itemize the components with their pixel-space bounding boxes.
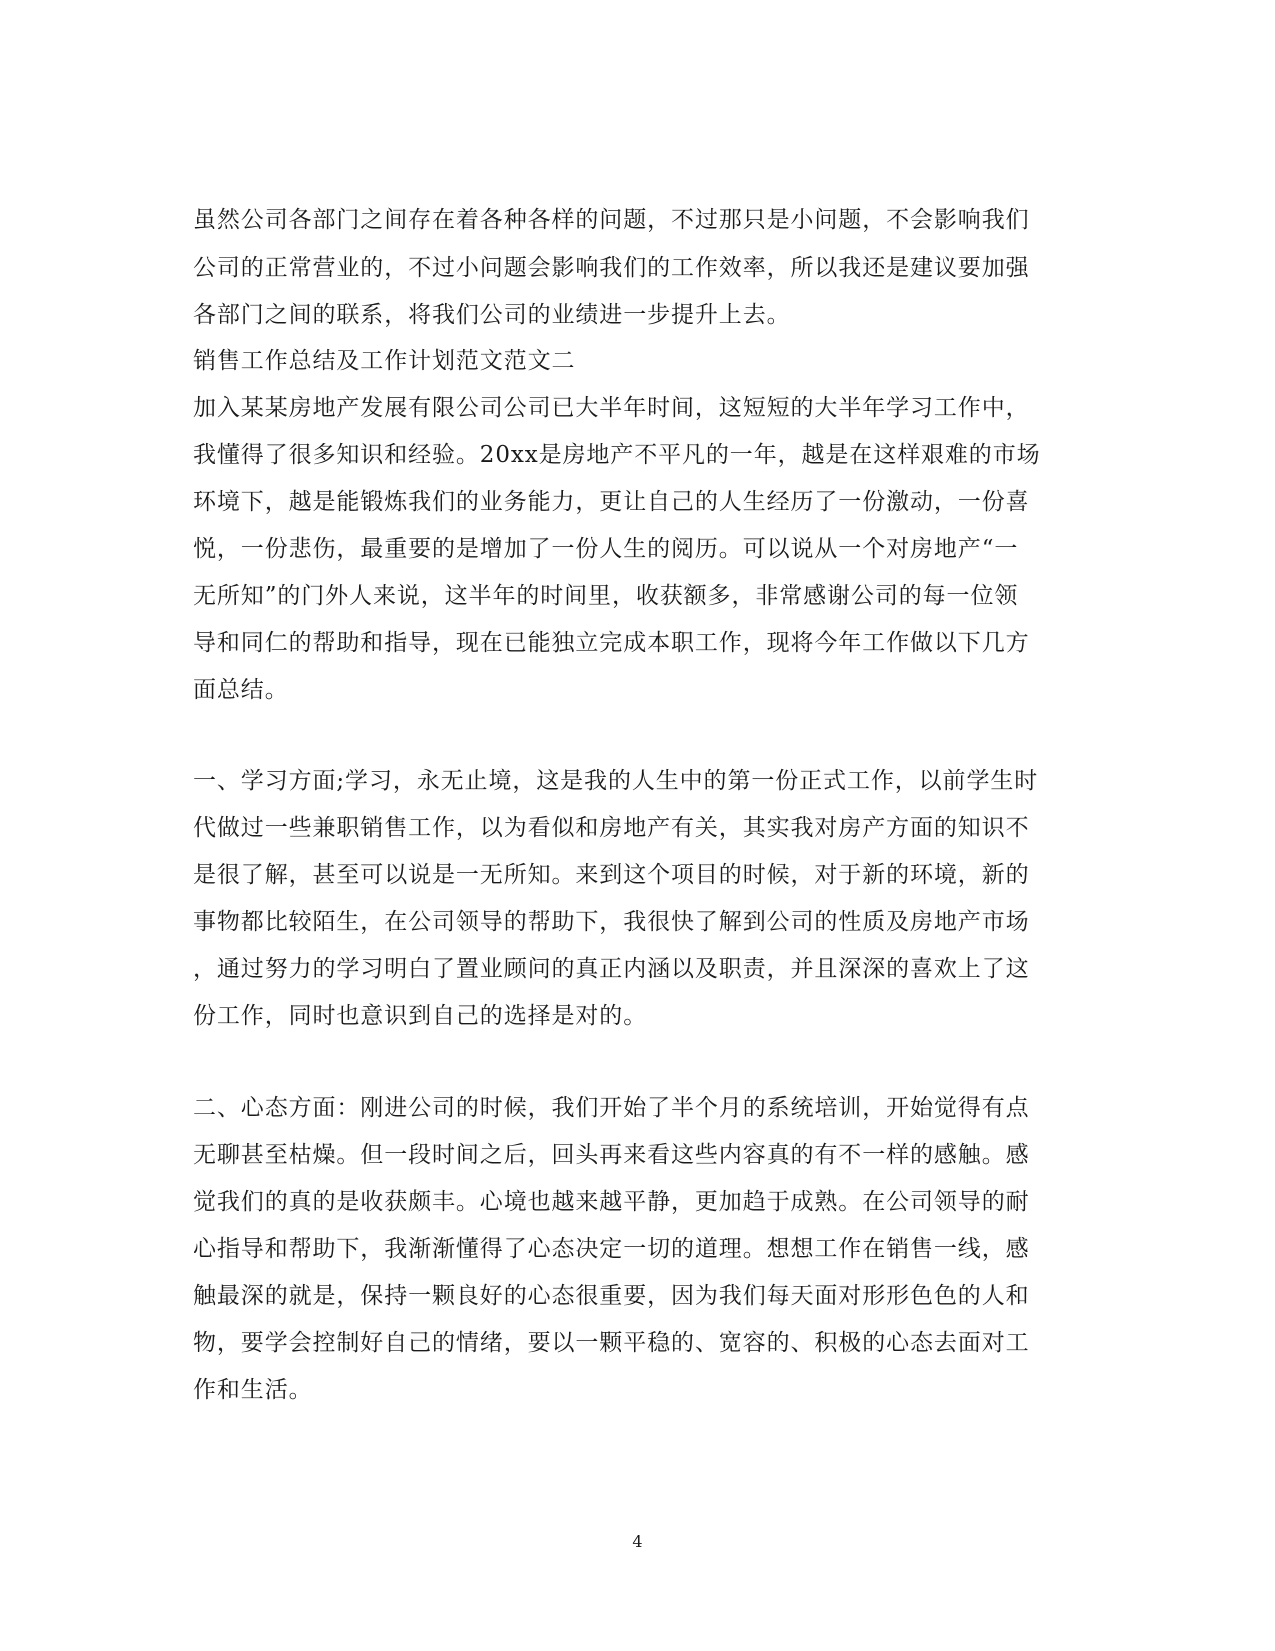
text-line: 加入某某房地产发展有限公司公司已大半年时间，这短短的大半年学习工作中， [193,395,1030,421]
text-line: 代做过一些兼职销售工作，以为看似和房地产有关，其实我对房产方面的知识不 [193,815,1030,841]
text-line: 悦，一份悲伤，最重要的是增加了一份人生的阅历。可以说从一个对房地产“一 [193,536,1019,562]
text-line: 环境下，越是能锻炼我们的业务能力，更让自己的人生经历了一份激动，一份喜 [193,489,1030,515]
text-line: 一、学习方面;学习，永无止境，这是我的人生中的第一份正式工作，以前学生时 [193,768,1039,794]
text-line: 各部门之间的联系，将我们公司的业绩进一步提升上去。 [193,302,791,328]
text-line: ，通过努力的学习明白了置业顾问的真正内涵以及职责，并且深深的喜欢上了这 [193,956,1030,982]
text-line: 物，要学会控制好自己的情绪，要以一颗平稳的、宽容的、积极的心态去面对工 [193,1330,1030,1356]
text-line: 份工作，同时也意识到自己的选择是对的。 [193,1003,648,1029]
text-line: 作和生活。 [193,1377,313,1403]
text-line: 心指导和帮助下，我渐渐懂得了心态决定一切的道理。想想工作在销售一线，感 [193,1236,1030,1262]
text-line: 二、心态方面：刚进公司的时候，我们开始了半个月的系统培训，开始觉得有点 [193,1095,1030,1121]
text-line: 导和同仁的帮助和指导，现在已能独立完成本职工作，现将今年工作做以下几方 [193,630,1030,656]
text-line: 触最深的就是，保持一颗良好的心态很重要，因为我们每天面对形形色色的人和 [193,1283,1030,1309]
section-heading: 销售工作总结及工作计划范文范文二 [193,348,576,374]
text-line: 面总结。 [193,677,289,703]
text-line: 无聊甚至枯燥。但一段时间之后，回头再来看这些内容真的有不一样的感触。感 [193,1142,1030,1168]
text-line: 事物都比较陌生，在公司领导的帮助下，我很快了解到公司的性质及房地产市场 [193,909,1030,935]
text-line: 我懂得了很多知识和经验。20xx是房地产不平凡的一年，越是在这样艰难的市场 [193,442,1041,468]
text-line: 是很了解，甚至可以说是一无所知。来到这个项目的时候，对于新的环境，新的 [193,862,1030,888]
text-line: 无所知”的门外人来说，这半年的时间里，收获额多，非常感谢公司的每一位领 [193,583,1019,609]
page-number: 4 [632,1532,643,1551]
text-line: 公司的正常营业的，不过小问题会影响我们的工作效率，所以我还是建议要加强 [193,255,1030,281]
text-line: 虽然公司各部门之间存在着各种各样的问题，不过那只是小问题，不会影响我们 [193,207,1030,233]
text-line: 觉我们的真的是收获颇丰。心境也越来越平静，更加趋于成熟。在公司领导的耐 [193,1189,1030,1215]
